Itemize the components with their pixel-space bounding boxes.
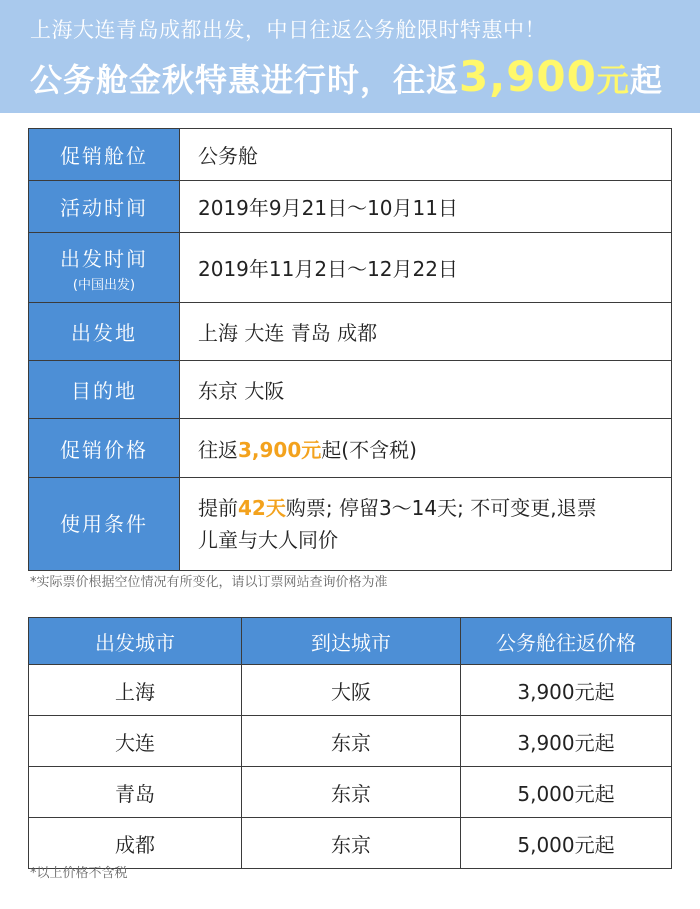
detail-value: 2019年11月2日～12月22日 (180, 233, 672, 303)
fare-price: 3,900元起 (461, 716, 672, 767)
fare-header-destination: 到达城市 (242, 618, 461, 665)
table-row (29, 767, 672, 818)
fare-header-price: 公务舱往返价格 (461, 618, 672, 665)
fare-origin: 上海 (29, 665, 242, 716)
banner-title-yuan: 元 (596, 61, 630, 99)
detail-label: 出发地 (29, 303, 180, 361)
detail-label: 促销价格 (29, 419, 180, 478)
price-highlight: 3,900元 (238, 437, 322, 462)
price-disclaimer: *实际票价根据空位情况有所变化，请以订票网站查询价格为准 (30, 575, 388, 590)
detail-value (180, 419, 672, 478)
detail-row-departure (29, 233, 672, 303)
fare-origin: 大连 (29, 716, 242, 767)
fare-origin: 青岛 (29, 767, 242, 818)
detail-label: 目的地 (29, 361, 180, 419)
fare-price: 3,900元起 (461, 665, 672, 716)
fare-destination: 东京 (242, 818, 461, 869)
fare-destination: 大阪 (242, 665, 461, 716)
banner-title-suffix: 起 (629, 61, 663, 99)
detail-value: 公务舱 (180, 129, 672, 181)
fare-destination: 东京 (242, 767, 461, 818)
detail-label: 活动时间 (29, 181, 180, 233)
detail-value: 上海 大连 青岛 成都 (180, 303, 672, 361)
detail-value: 2019年9月21日～10月11日 (180, 181, 672, 233)
table-row (29, 665, 672, 716)
detail-label: 使用条件 (29, 478, 180, 571)
banner-title (30, 52, 663, 101)
detail-value (180, 478, 672, 571)
tax-note: *以上价格不含税 (30, 866, 128, 881)
fare-destination: 东京 (242, 716, 461, 767)
detail-row-destination (29, 361, 672, 419)
detail-row-origin (29, 303, 672, 361)
detail-row-price (29, 419, 672, 478)
cond-line2: 儿童与大人同价 (198, 528, 338, 552)
detail-row-conditions (29, 478, 672, 571)
table-row (29, 716, 672, 767)
promo-details-table (28, 128, 672, 571)
price-suffix: 起(不含税) (321, 437, 417, 462)
detail-value: 东京 大阪 (180, 361, 672, 419)
detail-label-sub: (中国出发) (72, 277, 136, 293)
price-prefix: 往返 (198, 437, 238, 462)
detail-label (29, 233, 180, 303)
cond-prefix: 提前 (198, 496, 238, 520)
fare-header-origin: 出发城市 (29, 618, 242, 665)
banner-title-price: 3,900 (459, 52, 597, 101)
detail-label-main: 出发时间 (60, 246, 148, 271)
banner-title-prefix: 公务舱金秋特惠进行时，往返 (30, 61, 460, 99)
table-row (29, 818, 672, 869)
cond-rest: 购票; 停留3～14天; 不可变更,退票 (285, 496, 597, 520)
promo-banner (0, 0, 700, 113)
detail-row-period (29, 181, 672, 233)
fare-origin: 成都 (29, 818, 242, 869)
banner-subtitle: 上海大连青岛成都出发，中日往返公务舱限时特惠中！ (30, 18, 546, 42)
detail-label: 促销舱位 (29, 129, 180, 181)
cond-days-highlight: 42天 (238, 496, 286, 520)
fare-price: 5,000元起 (461, 767, 672, 818)
fare-header-row (29, 618, 672, 665)
detail-row-cabin (29, 129, 672, 181)
fare-price: 5,000元起 (461, 818, 672, 869)
fare-table (28, 617, 672, 869)
